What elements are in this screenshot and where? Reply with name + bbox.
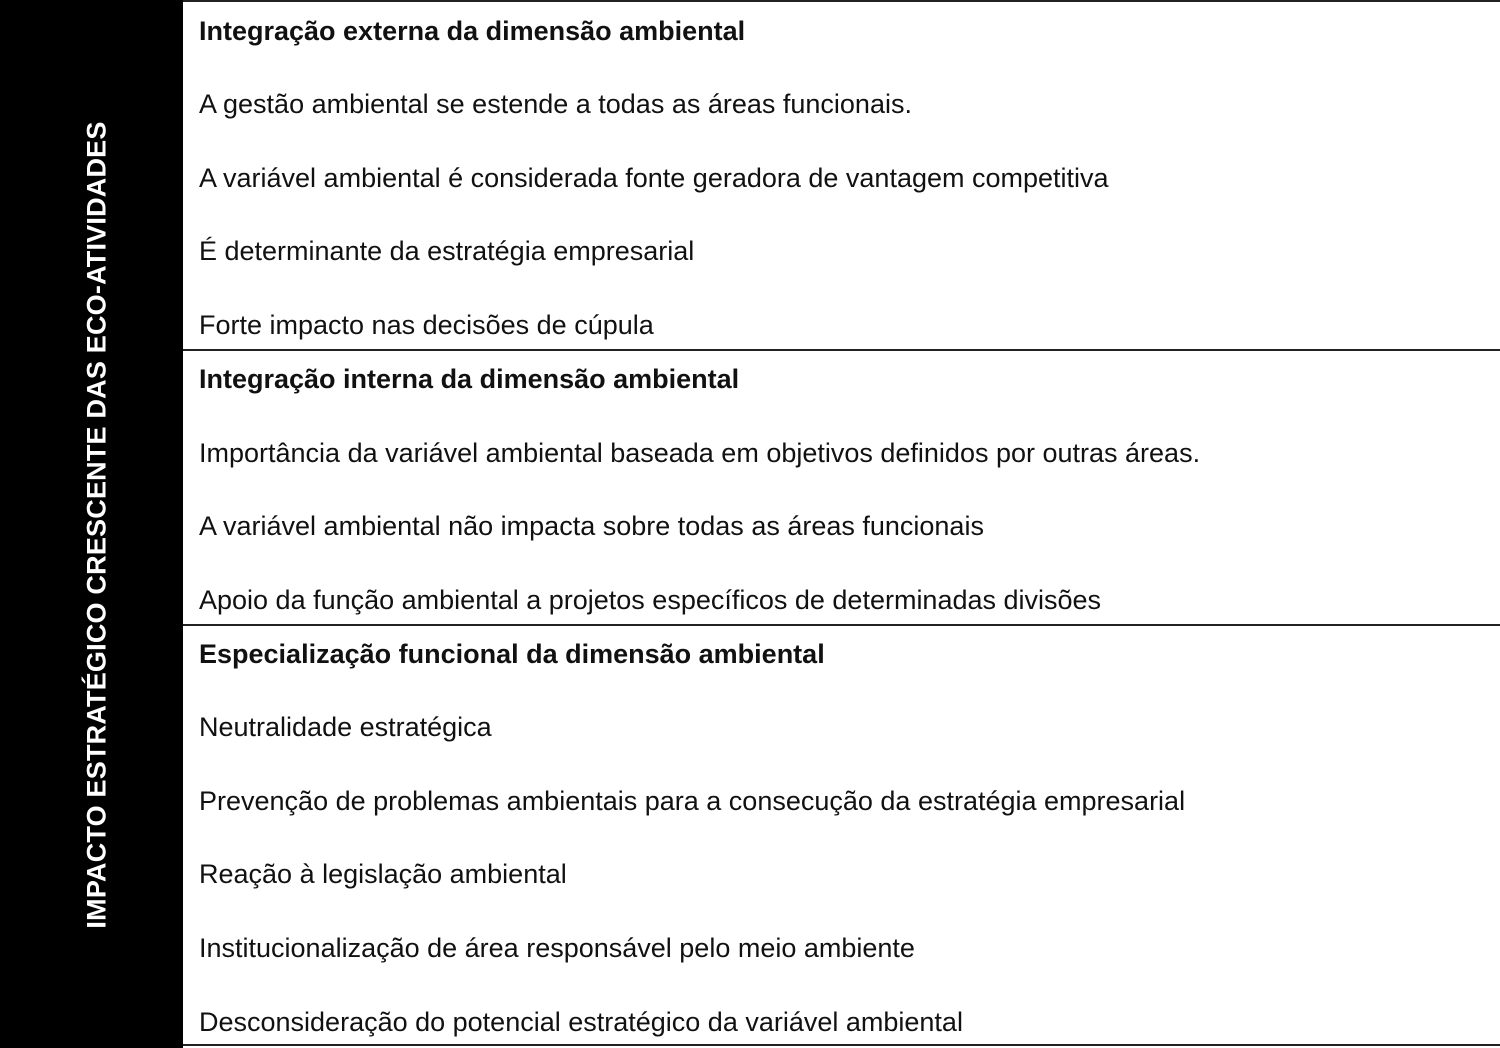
list-item: Forte impacto nas decisões de cúpula: [199, 310, 654, 340]
list-item: Institucionalização de área responsável pelo meio ambiente: [199, 933, 915, 963]
sidebar-axis: [0, 0, 183, 1048]
list-item: É determinante da estratégia empresarial: [199, 236, 695, 266]
list-item: A gestão ambiental se estende a todas as áreas funcionais.: [199, 89, 912, 119]
divider: [183, 624, 1500, 626]
list-item: Desconsideração do potencial estratégico da variável ambiental: [199, 1007, 963, 1037]
section-title: Integração externa da dimensão ambiental: [199, 16, 746, 46]
list-item: A variável ambiental é considerada fonte geradora de vantagem competitiva: [199, 163, 1109, 193]
divider: [183, 1044, 1500, 1046]
divider: [183, 349, 1500, 351]
axis-label: IMPACTO ESTRATÉGICO CRESCENTE DAS ECO-ATIVIDADES: [81, 121, 112, 929]
list-item: Apoio da função ambiental a projetos específicos de determinadas divisões: [199, 585, 1102, 615]
list-item: A variável ambiental não impacta sobre todas as áreas funcionais: [199, 511, 984, 541]
list-item: Importância da variável ambiental baseada em objetivos definidos por outras áreas.: [199, 438, 1201, 468]
list-item: Reação à legislação ambiental: [199, 859, 567, 889]
list-item: Neutralidade estratégica: [199, 712, 492, 742]
section-title: Especialização funcional da dimensão ambiental: [199, 639, 825, 669]
list-item: Prevenção de problemas ambientais para a consecução da estratégia empresarial: [199, 786, 1186, 816]
section-title: Integração interna da dimensão ambiental: [199, 364, 740, 394]
divider: [183, 0, 1500, 2]
